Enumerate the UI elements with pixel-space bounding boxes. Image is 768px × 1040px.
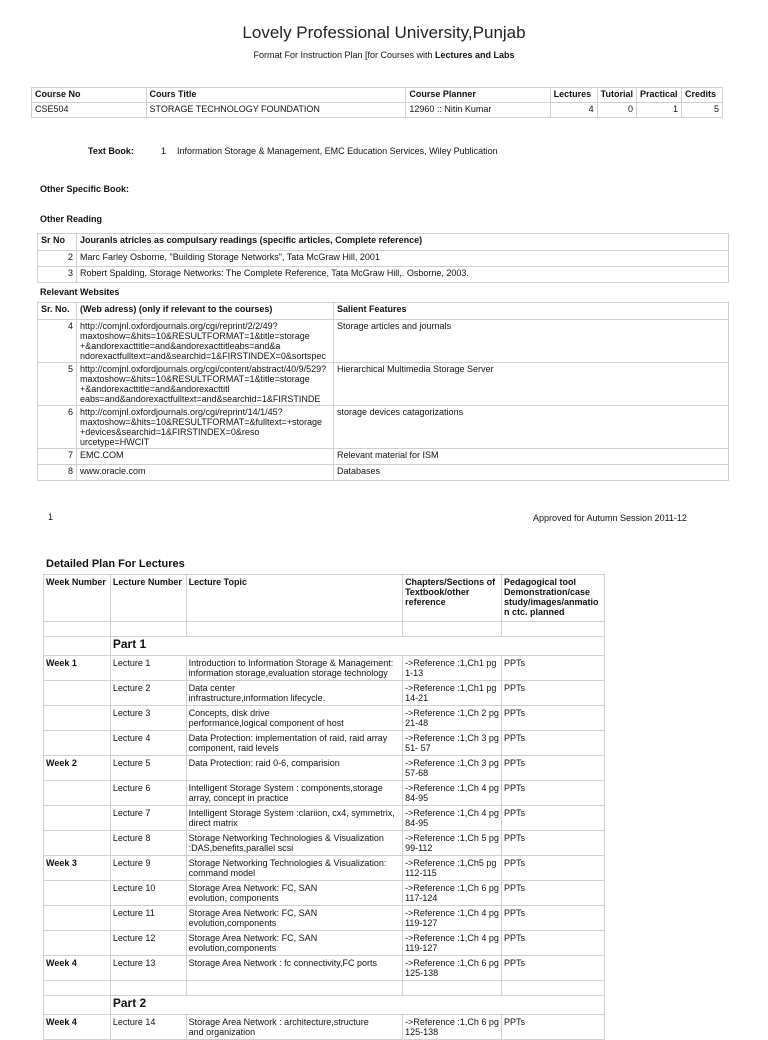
- lecture-number-cell: Lecture 10: [110, 881, 186, 906]
- pedagogical-tool-cell: PPTs: [501, 931, 604, 956]
- reference-cell: ->Reference :1,Ch 3 pg 51- 57: [403, 731, 502, 756]
- lecture-topic-cell: Concepts, disk drive performance,logical component of host: [186, 706, 402, 731]
- sr-no-cell: 5: [38, 363, 77, 406]
- week-cell: Week 4: [44, 956, 111, 981]
- plan-title: Detailed Plan For Lectures: [46, 558, 185, 570]
- course-header-row: [32, 88, 723, 103]
- lecture-row: [44, 656, 605, 681]
- pedagogical-tool-cell: PPTs: [501, 881, 604, 906]
- salient-feature-cell: Storage articles and journals: [334, 320, 729, 363]
- part-1-label: Part 1: [110, 637, 604, 656]
- website-url-cell: www.oracle.com: [77, 465, 334, 481]
- week-cell: Week 2: [44, 756, 111, 781]
- plan-header-row: [44, 575, 605, 622]
- lecture-row: [44, 906, 605, 931]
- course-header-cell: Practical: [637, 88, 682, 103]
- approval-text: Approved for Autumn Session 2011-12: [533, 513, 687, 523]
- website-url-cell: http://comjnl.oxfordjournals.org/cgi/reprint/14/1/45? maxtoshow=&hits=10&RESULTFORMAT=&fulltext=+storage +devices&searchid=1&FIRSTINDEX=0&reso urcetype=HWCIT: [77, 406, 334, 449]
- lecture-number-cell: Lecture 11: [110, 906, 186, 931]
- textbook-number: 1: [161, 146, 167, 156]
- course-header-cell: Course No: [32, 88, 147, 103]
- pedagogical-tool-cell: PPTs: [501, 906, 604, 931]
- article-cell: Marc Farley Osborne, "Building Storage Networks", Tata McGraw Hill, 2001: [77, 251, 729, 267]
- course-cell: CSE504: [32, 103, 147, 118]
- lecture-row: [44, 756, 605, 781]
- spacer-row: [44, 981, 605, 996]
- lecture-number-cell: Lecture 12: [110, 931, 186, 956]
- lecture-plan-table: [43, 574, 605, 1040]
- websites-table: [37, 302, 729, 481]
- part-2-label: Part 2: [110, 996, 604, 1015]
- week-header: Week Number: [44, 575, 111, 622]
- lecture-row: [44, 731, 605, 756]
- sr-no-cell: 2: [38, 251, 77, 267]
- lecture-row: [44, 931, 605, 956]
- sr-no-cell: 3: [38, 267, 77, 283]
- pedagogical-tool-cell: PPTs: [501, 681, 604, 706]
- articles-header: Jouranls atricles as compulsary readings (specific articles, Complete reference): [77, 234, 729, 251]
- website-row: [38, 320, 729, 363]
- reference-cell: ->Reference :1,Ch1 pg 1-13: [403, 656, 502, 681]
- textbook-label: Text Book:: [88, 146, 134, 156]
- lecture-topic-cell: Storage Area Network: FC, SAN evolution, components: [186, 881, 402, 906]
- other-reading-row: [38, 267, 729, 283]
- lecture-row: [44, 806, 605, 831]
- course-cell: 5: [681, 103, 722, 118]
- course-header-cell: Lectures: [550, 88, 597, 103]
- lecture-number-cell: Lecture 8: [110, 831, 186, 856]
- course-cell: 0: [597, 103, 636, 118]
- plan-body-part-2: [44, 1015, 605, 1040]
- course-header-cell: Cours Title: [146, 88, 406, 103]
- format-subtitle: [0, 50, 768, 60]
- lecture-number-cell: Lecture 6: [110, 781, 186, 806]
- lecture-row: [44, 956, 605, 981]
- pedagogical-tool-cell: PPTs: [501, 956, 604, 981]
- pedagogical-tool-cell: PPTs: [501, 706, 604, 731]
- plan-body-part-1: [44, 656, 605, 981]
- pedagogical-tool-cell: PPTs: [501, 856, 604, 881]
- websites-label: Relevant Websites: [40, 287, 120, 297]
- lecture-number-cell: Lecture 9: [110, 856, 186, 881]
- salient-feature-cell: Databases: [334, 465, 729, 481]
- course-header-cell: Course Planner: [406, 88, 550, 103]
- week-cell: [44, 706, 111, 731]
- lecture-topic-cell: Storage Area Network : architecture,structure and organization: [186, 1015, 402, 1040]
- course-row: [32, 103, 723, 118]
- course-cell: 12960 :: Nitin Kumar: [406, 103, 550, 118]
- lecture-row: [44, 881, 605, 906]
- page-number: 1: [48, 512, 54, 522]
- sr-no-cell: 4: [38, 320, 77, 363]
- sr-no-cell: 8: [38, 465, 77, 481]
- reference-cell: ->Reference :1,Ch 6 pg 125-138: [403, 956, 502, 981]
- reference-cell: ->Reference :1,Ch 4 pg 84-95: [403, 806, 502, 831]
- reference-cell: ->Reference :1,Ch 4 pg 84-95: [403, 781, 502, 806]
- lecture-topic-cell: Data Protection: raid 0-6, comparision: [186, 756, 402, 781]
- lecture-row: [44, 706, 605, 731]
- other-reading-header-row: [38, 234, 729, 251]
- course-header-cell: Credits: [681, 88, 722, 103]
- lecture-number-cell: Lecture 7: [110, 806, 186, 831]
- pedagogical-tool-cell: PPTs: [501, 756, 604, 781]
- lecture-topic-cell: Storage Networking Technologies & Visualization :DAS,benefits,parallel scsi: [186, 831, 402, 856]
- lecture-row: [44, 831, 605, 856]
- website-row: [38, 449, 729, 465]
- lecture-number-cell: Lecture 13: [110, 956, 186, 981]
- pedagogical-tool-cell: PPTs: [501, 731, 604, 756]
- lecture-number-cell: Lecture 3: [110, 706, 186, 731]
- week-cell: [44, 806, 111, 831]
- pedagogical-tool-cell: PPTs: [501, 781, 604, 806]
- lecture-row: [44, 1015, 605, 1040]
- week-cell: [44, 831, 111, 856]
- website-url-cell: EMC.COM: [77, 449, 334, 465]
- other-specific-book-label: Other Specific Book:: [40, 184, 130, 194]
- university-title: Lovely Professional University,Punjab: [242, 23, 526, 42]
- textbook-text: Information Storage & Management, EMC Education Services, Wiley Publication: [177, 146, 498, 156]
- lecture-topic-header: Lecture Topic: [186, 575, 402, 622]
- pedagogical-tool-cell: PPTs: [501, 831, 604, 856]
- pedagogical-tool-header: Pedagogical tool Demonstration/case study/images/anmatio n ctc. planned: [501, 575, 604, 622]
- lecture-topic-cell: Storage Area Network: FC, SAN evolution,components: [186, 906, 402, 931]
- lecture-topic-cell: Storage Networking Technologies & Visualization: command model: [186, 856, 402, 881]
- lecture-row: [44, 681, 605, 706]
- website-url-cell: http://comjnl.oxfordjournals.org/cgi/content/abstract/40/9/529? maxtoshow=&hits=10&RESULTFORMAT=1&title=storage +&andorexacttitle=and&andorexacttitl eabs=and&andorexactfulltext=and&searchid=1&FIRSTINDE: [77, 363, 334, 406]
- lecture-number-cell: Lecture 1: [110, 656, 186, 681]
- other-reading-label: Other Reading: [40, 214, 103, 224]
- lecture-topic-cell: Intelligent Storage System : components,storage array, concept in practice: [186, 781, 402, 806]
- lecture-number-cell: Lecture 2: [110, 681, 186, 706]
- reference-cell: ->Reference :1,Ch 4 pg 119-127: [403, 906, 502, 931]
- salient-feature-cell: Hierarchical Multimedia Storage Server: [334, 363, 729, 406]
- course-table: [31, 87, 723, 118]
- reference-cell: ->Reference :1,Ch 3 pg 57-68: [403, 756, 502, 781]
- lecture-topic-cell: Storage Area Network : fc connectivity,FC ports: [186, 956, 402, 981]
- other-reading-row: [38, 251, 729, 267]
- lecture-topic-cell: Data Protection: implementation of raid, raid array component, raid levels: [186, 731, 402, 756]
- lecture-topic-cell: Data center infrastructure,information lifecycle.: [186, 681, 402, 706]
- part-row: [44, 637, 605, 656]
- course-header-cell: Tutorial: [597, 88, 636, 103]
- course-cell: 1: [637, 103, 682, 118]
- website-row: [38, 465, 729, 481]
- week-cell: Week 1: [44, 656, 111, 681]
- course-cell: STORAGE TECHNOLOGY FOUNDATION: [146, 103, 406, 118]
- subtitle-prefix: Format For Instruction Plan [for Courses with: [253, 50, 436, 60]
- reference-cell: ->Reference :1,Ch1 pg 14-21: [403, 681, 502, 706]
- reference-cell: ->Reference :1,Ch 6 pg 125-138: [403, 1015, 502, 1040]
- week-cell: [44, 881, 111, 906]
- reference-cell: ->Reference :1,Ch 2 pg 21-48: [403, 706, 502, 731]
- week-cell: [44, 681, 111, 706]
- pedagogical-tool-cell: PPTs: [501, 806, 604, 831]
- lecture-number-header: Lecture Number: [110, 575, 186, 622]
- reference-cell: ->Reference :1,Ch5 pg 112-115: [403, 856, 502, 881]
- pedagogical-tool-cell: PPTs: [501, 1015, 604, 1040]
- salient-feature-cell: storage devices catagorizations: [334, 406, 729, 449]
- lecture-topic-cell: Storage Area Network: FC, SAN evolution,components: [186, 931, 402, 956]
- lecture-number-cell: Lecture 14: [110, 1015, 186, 1040]
- sr-no-header: Sr. No.: [38, 303, 77, 320]
- pedagogical-tool-cell: PPTs: [501, 656, 604, 681]
- lecture-row: [44, 856, 605, 881]
- lecture-number-cell: Lecture 5: [110, 756, 186, 781]
- article-cell: Robert Spalding, Storage Networks: The Complete Reference, Tata McGraw Hill,. Osborne, 2003.: [77, 267, 729, 283]
- week-cell: [44, 906, 111, 931]
- week-cell: [44, 781, 111, 806]
- lecture-number-cell: Lecture 4: [110, 731, 186, 756]
- websites-header-row: [38, 303, 729, 320]
- reference-cell: ->Reference :1,Ch 5 pg 99-112: [403, 831, 502, 856]
- website-row: [38, 363, 729, 406]
- reference-cell: ->Reference :1,Ch 6 pg 117-124: [403, 881, 502, 906]
- reference-cell: ->Reference :1,Ch 4 pg 119-127: [403, 931, 502, 956]
- lecture-topic-cell: Introduction to Information Storage & Management: information storage,evaluation storage technology: [186, 656, 402, 681]
- sr-no-cell: 6: [38, 406, 77, 449]
- sr-no-header: Sr No: [38, 234, 77, 251]
- salient-feature-cell: Relevant material for ISM: [334, 449, 729, 465]
- lecture-topic-cell: Intelligent Storage System :clariion, cx4, symmetrix, direct matrix: [186, 806, 402, 831]
- week-cell: [44, 931, 111, 956]
- course-cell: 4: [550, 103, 597, 118]
- part-row: [44, 996, 605, 1015]
- sr-no-cell: 7: [38, 449, 77, 465]
- week-cell: [44, 731, 111, 756]
- salient-features-header: Salient Features: [334, 303, 729, 320]
- website-row: [38, 406, 729, 449]
- subtitle-bold: Lectures and Labs: [435, 50, 515, 60]
- week-cell: Week 3: [44, 856, 111, 881]
- other-reading-table: [37, 233, 729, 283]
- web-address-header: (Web adress) (only if relevant to the courses): [77, 303, 334, 320]
- week-cell: Week 4: [44, 1015, 111, 1040]
- spacer-row: [44, 622, 605, 637]
- website-url-cell: http://comjnl.oxfordjournals.org/cgi/reprint/2/2/49? maxtoshow=&hits=10&RESULTFORMAT=1&title=storage +&andorexacttitle=and&andorexacttitleabs=and&a ndorexactfulltext=and&searchid=1&FIRSTINDEX=0&sortspec: [77, 320, 334, 363]
- reference-header: Chapters/Sections of Textbook/other reference: [403, 575, 502, 622]
- lecture-row: [44, 781, 605, 806]
